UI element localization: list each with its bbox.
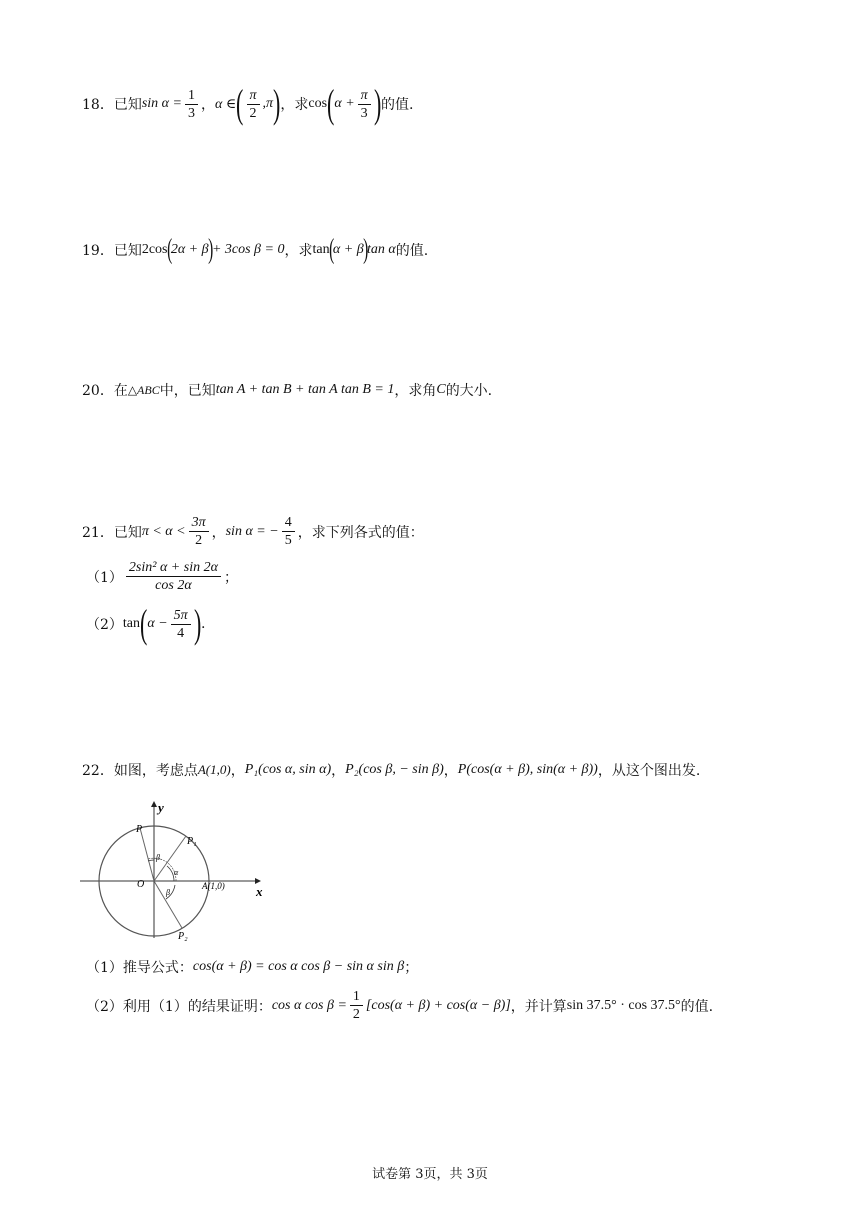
label-alpha: α — [174, 868, 179, 877]
label-y: y — [158, 800, 164, 815]
problem-21-part-2: （2） tan ( α − $\frac{5\pi}{4}$ ) . — [86, 601, 206, 646]
label-beta-upper: β — [156, 853, 160, 862]
label-p: P — [136, 824, 143, 835]
problem-number: 18． — [82, 97, 114, 113]
fraction: $\frac{\pi}{3}$ — [358, 87, 371, 122]
problem-21-part-1: （1） $\frac{\text{2sin² α + sin 2α}}{\cos 2\alpha}$ ； — [86, 560, 238, 593]
fraction: $\frac{1}{3}$ — [185, 87, 198, 122]
label-x: x — [256, 884, 263, 899]
fraction: $\frac{5\pi}{4}$ — [171, 607, 191, 642]
fraction: $\frac{\pi}{2}$ — [247, 87, 260, 122]
label-p1: P₁ — [187, 836, 197, 847]
problem-number: 20． — [82, 383, 114, 399]
fraction: $\frac{1}{2}$ — [350, 988, 363, 1023]
problem-22: 22． 如图，考虑点 A(1,0) ， P₁(cos α, sin α) ， P₂(cos β, − sin β) ， P(cos(α + β), sin(α + β)) ，从这个图出发. — [82, 762, 701, 779]
problem-number: 21． — [82, 524, 114, 541]
problem-19: 19． 已知 2cos ( 2α + β ) + 3cos β = 0 ，求 tan ( α + β ) tan α 的值. — [82, 234, 429, 265]
problem-21: 21． 已知 π < α < $\frac{3\pi}{2}$ ， sin α = − $\frac{4}{5}$ ，求下列各式的值： — [82, 515, 424, 548]
problem-number: 19． — [82, 243, 114, 259]
fraction: $\frac{3\pi}{2}$ — [189, 514, 209, 549]
label-o: O — [137, 879, 145, 890]
problem-number: 22． — [82, 763, 114, 779]
radius-op — [140, 828, 154, 881]
unit-circle-figure — [78, 798, 278, 943]
label-p2: P₂ — [178, 931, 188, 942]
fraction: $\frac{\text{2sin² α + sin 2α}}{\cos 2\alpha}$ — [126, 559, 221, 594]
problem-22-part-1: （1）推导公式： cos(α + β) = cos α cos β − sin α sin β ； — [86, 959, 419, 976]
problem-20: 20． 在 △ABC 中，已知 tan A + tan B + tan A tan B = 1 ，求角 C 的大小. — [82, 382, 493, 399]
problem-22-part-2: （2）利用（1）的结果证明： cos α cos β = $\frac{1}{2}$ [cos(α + β) + cos(α − β)] ，并计算 sin 37.5° · cos 37.5° 的值. — [86, 989, 714, 1022]
label-beta-lower: β — [166, 888, 170, 897]
problem-18: 18． 已知 sin α = $\frac{1}{3}$ ， α ∈ ( $\frac{\pi}{2}$ ,π ) ，求 cos ( α + $\frac{\pi}{3}$ ) 的值. — [82, 81, 414, 126]
fraction: $\frac{4}{5}$ — [282, 514, 295, 549]
page-footer: 试卷第 3页，共 3页 — [372, 1167, 488, 1182]
label-a: A(1,0) — [202, 881, 225, 891]
arc-alpha — [167, 866, 174, 881]
